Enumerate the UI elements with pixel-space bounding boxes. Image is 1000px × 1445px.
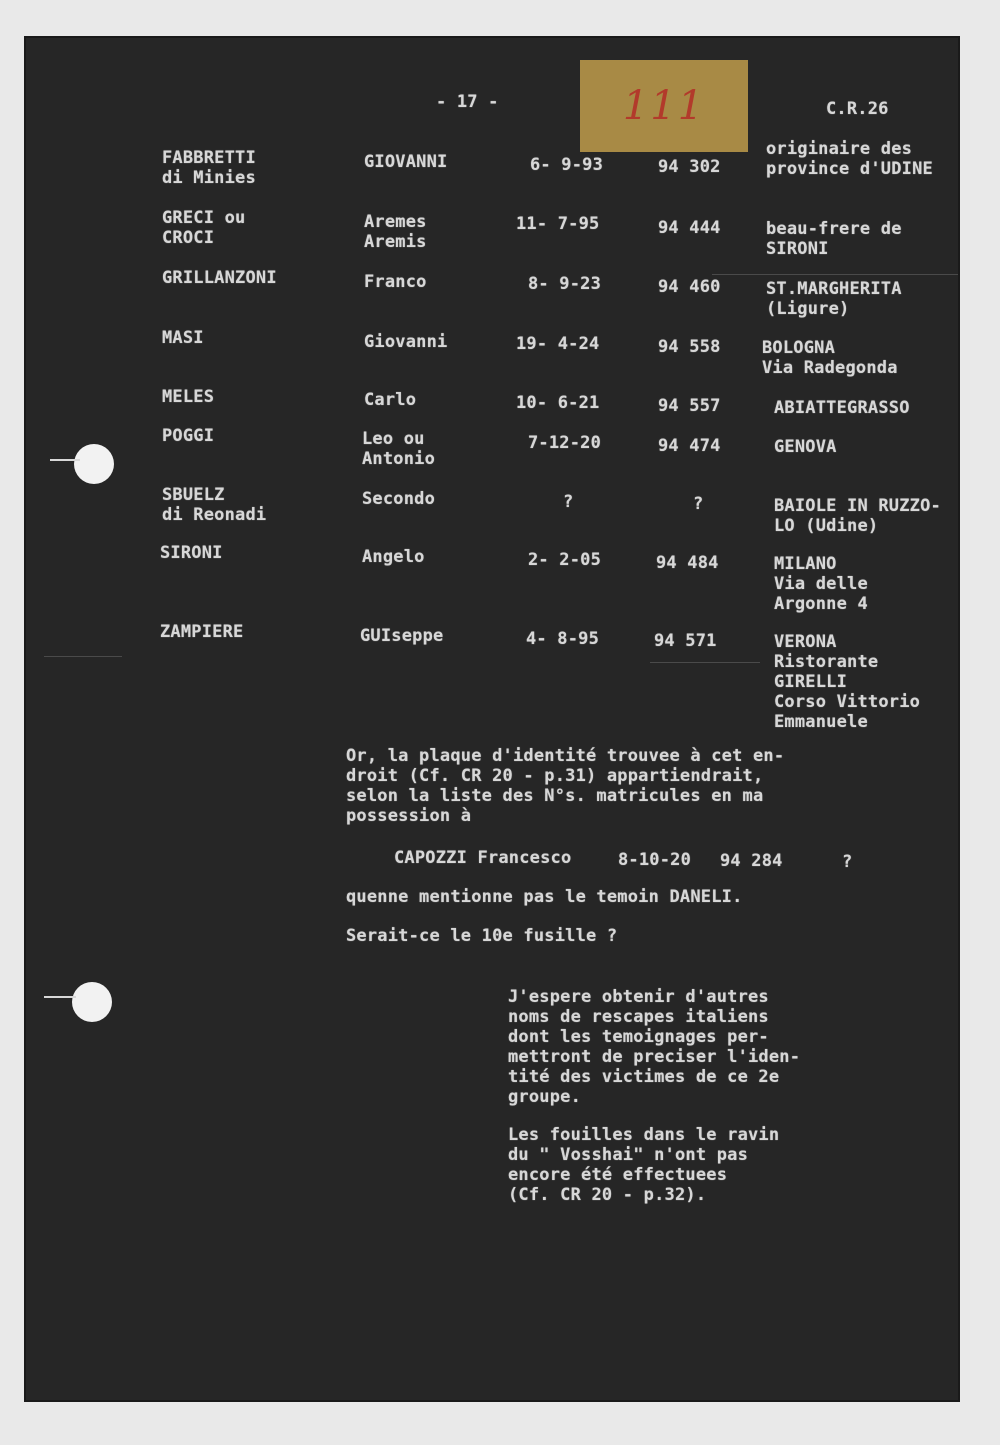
punch-hole-bottom	[72, 982, 112, 1022]
note-cell: BAIOLE IN RUZZO- LO (Udine)	[774, 496, 941, 536]
body-paragraph: Or, la plaque d'identité trouvee à cet en- droit (Cf. CR 20 - p.31) appartiendrait, selon la liste des N°s. matricules en ma possession à	[346, 746, 785, 826]
surname-cell: POGGI	[162, 426, 215, 446]
first-name-cell: GIOVANNI	[364, 152, 448, 172]
punch-hole-mark	[44, 996, 76, 998]
first-name-cell: Angelo	[362, 547, 425, 567]
note-cell: beau-frere de SIRONI	[766, 219, 902, 259]
surname-cell: SBUELZ di Reonadi	[162, 485, 267, 525]
punch-hole-top	[74, 444, 114, 484]
surname-cell: MASI	[162, 328, 204, 348]
matricule-cell: 94 557	[658, 396, 721, 416]
capozzi-name: CAPOZZI Francesco	[394, 848, 572, 868]
matricule-cell: 94 558	[658, 337, 721, 357]
birth-date-cell: 2- 2-05	[528, 550, 602, 570]
first-name-cell: GUIseppe	[360, 626, 444, 646]
matricule-cell: 94 484	[656, 553, 719, 573]
first-name-cell: Secondo	[362, 489, 436, 509]
note-cell: BOLOGNA Via Radegonda	[762, 338, 898, 378]
matricule-cell: 94 474	[658, 436, 721, 456]
surname-cell: SIRONI	[160, 543, 223, 563]
birth-date-cell: 19- 4-24	[516, 334, 600, 354]
page-number: - 17 -	[436, 92, 499, 112]
matricule-cell: 94 460	[658, 277, 721, 297]
surname-cell: GRILLANZONI	[162, 268, 277, 288]
first-name-cell: Giovanni	[364, 332, 448, 352]
note-cell: ST.MARGHERITA (Ligure)	[766, 279, 902, 319]
birth-date-cell: 8- 9-23	[528, 274, 602, 294]
birth-date-cell: 10- 6-21	[516, 393, 600, 413]
birth-date-cell: ?	[563, 492, 574, 512]
note-cell: originaire des province d'UDINE	[766, 139, 933, 179]
first-name-cell: Carlo	[364, 390, 417, 410]
archive-stamp-number: 111	[622, 83, 706, 129]
birth-date-cell: 6- 9-93	[530, 155, 604, 175]
note-cell: GENOVA	[774, 437, 837, 457]
matricule-cell: ?	[693, 494, 704, 514]
capozzi-matricule: 94 284	[720, 851, 783, 871]
birth-date-cell: 4- 8-95	[526, 629, 600, 649]
body-paragraph: Serait-ce le 10e fusille ?	[346, 926, 618, 946]
matricule-cell: 94 571	[654, 631, 717, 651]
punch-hole-mark	[50, 459, 80, 461]
capozzi-question-mark: ?	[842, 852, 853, 872]
birth-date-cell: 7-12-20	[528, 433, 602, 453]
birth-date-cell: 11- 7-95	[516, 214, 600, 234]
note-cell: VERONA Ristorante GIRELLI Corso Vittorio Emmanuele	[774, 632, 921, 732]
body-paragraph: J'espere obtenir d'autres noms de rescapes italiens dont les temoignages per- mettront de preciser l'iden- tité des victimes de ce 2e groupe.	[508, 987, 801, 1107]
surname-cell: ZAMPIERE	[160, 622, 244, 642]
faint-rule	[650, 662, 760, 663]
document-reference: C.R.26	[826, 99, 889, 119]
first-name-cell: Franco	[364, 272, 427, 292]
matricule-cell: 94 302	[658, 157, 721, 177]
first-name-cell: Leo ou Antonio	[362, 429, 436, 469]
note-cell: ABIATTEGRASSO	[774, 398, 910, 418]
note-cell: MILANO Via delle Argonne 4	[774, 554, 868, 614]
first-name-cell: Aremes Aremis	[364, 212, 427, 252]
body-paragraph: quenne mentionne pas le temoin DANELI.	[346, 887, 743, 907]
body-paragraph: Les fouilles dans le ravin du " Vosshai" n'ont pas encore été effectuees (Cf. CR 20 - p.32).	[508, 1125, 780, 1205]
surname-cell: FABBRETTI di Minies	[162, 148, 256, 188]
capozzi-birth-date: 8-10-20	[618, 850, 692, 870]
archive-stamp-sticker	[580, 60, 748, 152]
faint-rule	[712, 274, 958, 275]
surname-cell: GRECI ou CROCI	[162, 208, 246, 248]
matricule-cell: 94 444	[658, 218, 721, 238]
faint-rule	[44, 656, 122, 657]
surname-cell: MELES	[162, 387, 215, 407]
